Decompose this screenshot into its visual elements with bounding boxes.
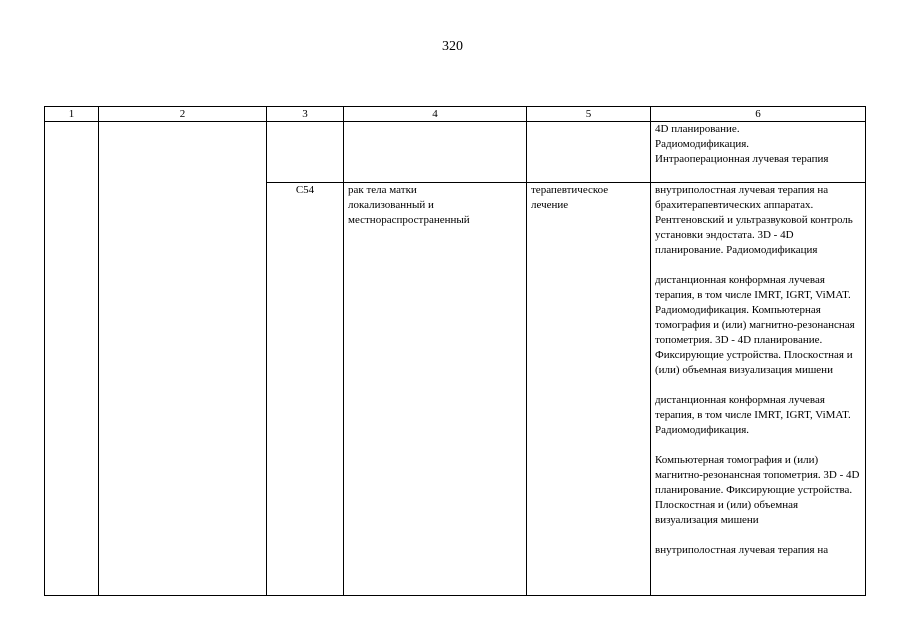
header-col-3: 3 — [267, 107, 344, 122]
treatment-line: терапевтическое — [531, 184, 609, 196]
treatment-line: лечение — [531, 199, 569, 211]
icd-code-cell: C54 — [267, 183, 344, 596]
page-number: 320 — [442, 39, 463, 54]
header-col-5: 5 — [527, 107, 651, 122]
cell-col-5 — [527, 122, 651, 183]
diagnosis-line: рак тела матки — [348, 184, 417, 196]
header-col-6: 6 — [651, 107, 866, 122]
cell-col-4 — [344, 122, 527, 183]
table-header-row — [45, 107, 866, 122]
header-col-2: 2 — [99, 107, 267, 122]
header-col-4: 4 — [344, 107, 527, 122]
diagnosis-line: локализованный и — [348, 199, 434, 211]
method-paragraph: дистанционная конформная лучевая терапия, в том числе IMRT, IGRT, ViMAT. Радиомодификация. — [655, 394, 851, 436]
method-line: Радиомодификация. — [655, 138, 750, 150]
method-paragraph: дистанционная конформная лучевая терапия, в том числе IMRT, IGRT, ViMAT. Радиомодификация. Компьютерная томография и (или) магнитно-резонансная топометрия. 3D - 4D планирование. Фиксирующие устройства. Плоскостная и (или) объемная визуализация мишени — [655, 274, 855, 376]
method-paragraph: внутриполостная лучевая терапия на — [655, 544, 829, 556]
cell-col-2 — [99, 122, 267, 596]
diagnosis-line: местнораспространенный — [348, 214, 470, 226]
method-paragraph: Компьютерная томография и (или) магнитно-резонансная топометрия. 3D - 4D планирование. Фиксирующие устройства. Плоскостная и (или) объемная визуализация мишени — [655, 454, 860, 526]
cell-col-3 — [267, 122, 344, 183]
treatment-method-cell — [651, 183, 866, 596]
method-paragraph: внутриполостная лучевая терапия на брахитерапевтических аппаратах. Рентгеновский и ультразвуковой контроль установки эндостата. 3D - 4D планирование. Радиомодификация — [655, 184, 853, 256]
treatment-type-cell — [527, 183, 651, 596]
cell-col-6 — [651, 122, 866, 183]
method-line: 4D планирование. — [655, 123, 740, 135]
header-col-1: 1 — [45, 107, 99, 122]
treatment-table — [44, 106, 866, 596]
method-line: Интраоперационная лучевая терапия — [655, 153, 829, 165]
table-row — [45, 122, 866, 183]
diagnosis-cell — [344, 183, 527, 596]
cell-col-1 — [45, 122, 99, 596]
